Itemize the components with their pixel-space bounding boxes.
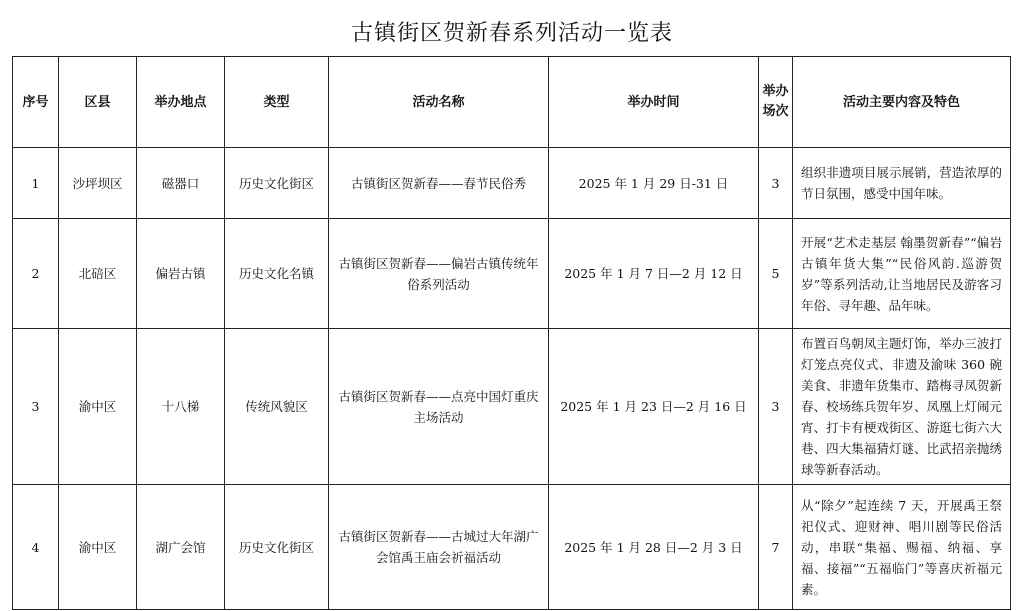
- cell-content: 布置百鸟朝凤主题灯饰，举办三波打灯笼点亮仪式、非遗及渝味 360 碗美食、非遗年货集市、踏梅寻凤贺新春、校场练兵贺年岁、凤凰上灯闹元宵、打卡有梗戏街区、游逛七街六大巷、四大集福猜灯谜、比武招亲抛绣球等新春活动。: [793, 329, 1011, 485]
- table-row: [13, 329, 1011, 485]
- cell-content: 从“除夕”起连续 7 天，开展禹王祭祀仪式、迎财神、唱川剧等民俗活动，串联“集福、赐福、纳福、享福、接福”“五福临门”等喜庆祈福元素。: [793, 485, 1011, 610]
- header-seq: 序号: [13, 57, 59, 148]
- cell-district: 渝中区: [59, 485, 137, 610]
- cell-venue: 十八梯: [137, 329, 225, 485]
- activities-table: [12, 56, 1011, 610]
- header-type: 类型: [225, 57, 329, 148]
- table-row: [13, 485, 1011, 610]
- cell-content: 组织非遗项目展示展销，营造浓厚的节日氛围，感受中国年味。: [793, 148, 1011, 219]
- header-time: 举办时间: [549, 57, 759, 148]
- cell-content: 开展“艺术走基层 翰墨贺新春”“偏岩古镇年货大集”“民俗风韵.巡游贺岁”等系列活动,让当地居民及游客习年俗、寻年趣、品年味。: [793, 219, 1011, 329]
- cell-district: 渝中区: [59, 329, 137, 485]
- cell-venue: 磁器口: [137, 148, 225, 219]
- cell-seq: 2: [13, 219, 59, 329]
- cell-district: 北碚区: [59, 219, 137, 329]
- cell-count: 5: [759, 219, 793, 329]
- table-row: [13, 148, 1011, 219]
- cell-name: 古镇街区贺新春——古城过大年湖广会馆禹王庙会祈福活动: [329, 485, 549, 610]
- cell-venue: 湖广会馆: [137, 485, 225, 610]
- header-row: [13, 57, 1011, 148]
- cell-type: 历史文化街区: [225, 148, 329, 219]
- cell-seq: 1: [13, 148, 59, 219]
- cell-name: 古镇街区贺新春——点亮中国灯重庆主场活动: [329, 329, 549, 485]
- cell-venue: 偏岩古镇: [137, 219, 225, 329]
- table-row: [13, 219, 1011, 329]
- cell-name: 古镇街区贺新春——春节民俗秀: [329, 148, 549, 219]
- cell-time: 2025 年 1 月 28 日—2 月 3 日: [549, 485, 759, 610]
- header-count: 举办场次: [759, 57, 793, 148]
- cell-seq: 4: [13, 485, 59, 610]
- cell-seq: 3: [13, 329, 59, 485]
- cell-type: 传统风貌区: [225, 329, 329, 485]
- cell-count: 3: [759, 148, 793, 219]
- cell-time: 2025 年 1 月 23 日—2 月 16 日: [549, 329, 759, 485]
- header-name: 活动名称: [329, 57, 549, 148]
- cell-count: 7: [759, 485, 793, 610]
- cell-type: 历史文化街区: [225, 485, 329, 610]
- cell-time: 2025 年 1 月 29 日-31 日: [549, 148, 759, 219]
- cell-name: 古镇街区贺新春——偏岩古镇传统年俗系列活动: [329, 219, 549, 329]
- header-venue: 举办地点: [137, 57, 225, 148]
- cell-type: 历史文化名镇: [225, 219, 329, 329]
- header-district: 区县: [59, 57, 137, 148]
- header-content: 活动主要内容及特色: [793, 57, 1011, 148]
- cell-count: 3: [759, 329, 793, 485]
- cell-time: 2025 年 1 月 7 日—2 月 12 日: [549, 219, 759, 329]
- page-title: 古镇街区贺新春系列活动一览表: [350, 21, 673, 46]
- cell-district: 沙坪坝区: [59, 148, 137, 219]
